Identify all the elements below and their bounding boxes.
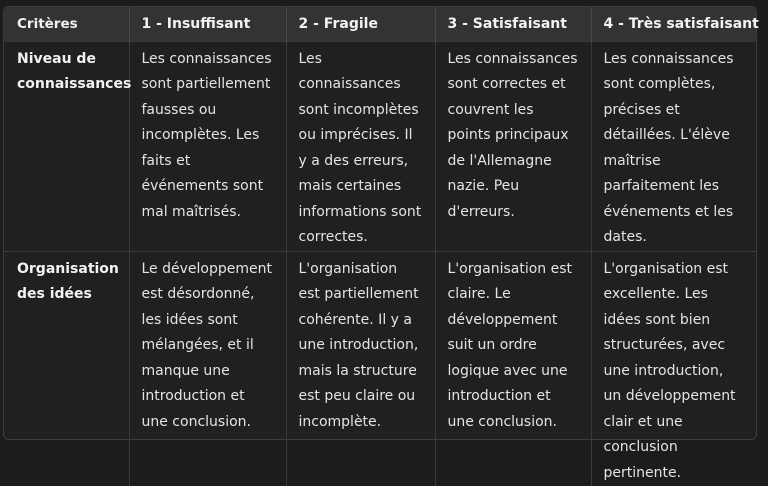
table-row <box>4 41 756 251</box>
table-cell: Les connaissances sont complètes, précises et détaillées. L'élève maîtrise parfaitement les événements et les dates. <box>591 41 756 251</box>
rubric-table <box>4 7 759 486</box>
table-cell: L'organisation est excellente. Les idées sont bien structurées, avec une introduction, un développement clair et une conclusion pertinente. <box>591 251 756 486</box>
header-level-1: 1 - Insuffisant <box>129 7 286 41</box>
row-criterion: Organisation des idées <box>4 251 129 486</box>
rubric-table-container <box>3 6 759 481</box>
header-level-2: 2 - Fragile <box>286 7 435 41</box>
table-cell: Les connaissances sont partiellement fausses ou incomplètes. Les faits et événements sont mal maîtrisés. <box>129 41 286 251</box>
table-header <box>4 7 759 41</box>
table-cell: Les connaissances sont correctes et couvrent les points principaux de l'Allemagne nazie. Peu d'erreurs. <box>435 41 591 251</box>
header-level-3: 3 - Satisfaisant <box>435 7 591 41</box>
table-cell: Les connaissances sont incomplètes ou imprécises. Il y a des erreurs, mais certaines informations sont correctes. <box>286 41 435 251</box>
table-cell: L'organisation est claire. Le développement suit un ordre logique avec une introduction et une conclusion. <box>435 251 591 486</box>
header-row <box>4 7 756 41</box>
header-criteria: Critères <box>17 15 78 32</box>
table-cell: L'organisation est partiellement cohérente. Il y a une introduction, mais la structure est peu claire ou incomplète. <box>286 251 435 486</box>
table-cell: Le développement est désordonné, les idées sont mélangées, et il manque une introduction et une conclusion. <box>129 251 286 486</box>
row-criterion: Niveau de connaissances <box>4 41 129 251</box>
table-row <box>4 251 756 486</box>
table-body <box>4 41 756 486</box>
header-level-4: 4 - Très satisfaisant <box>591 7 756 41</box>
